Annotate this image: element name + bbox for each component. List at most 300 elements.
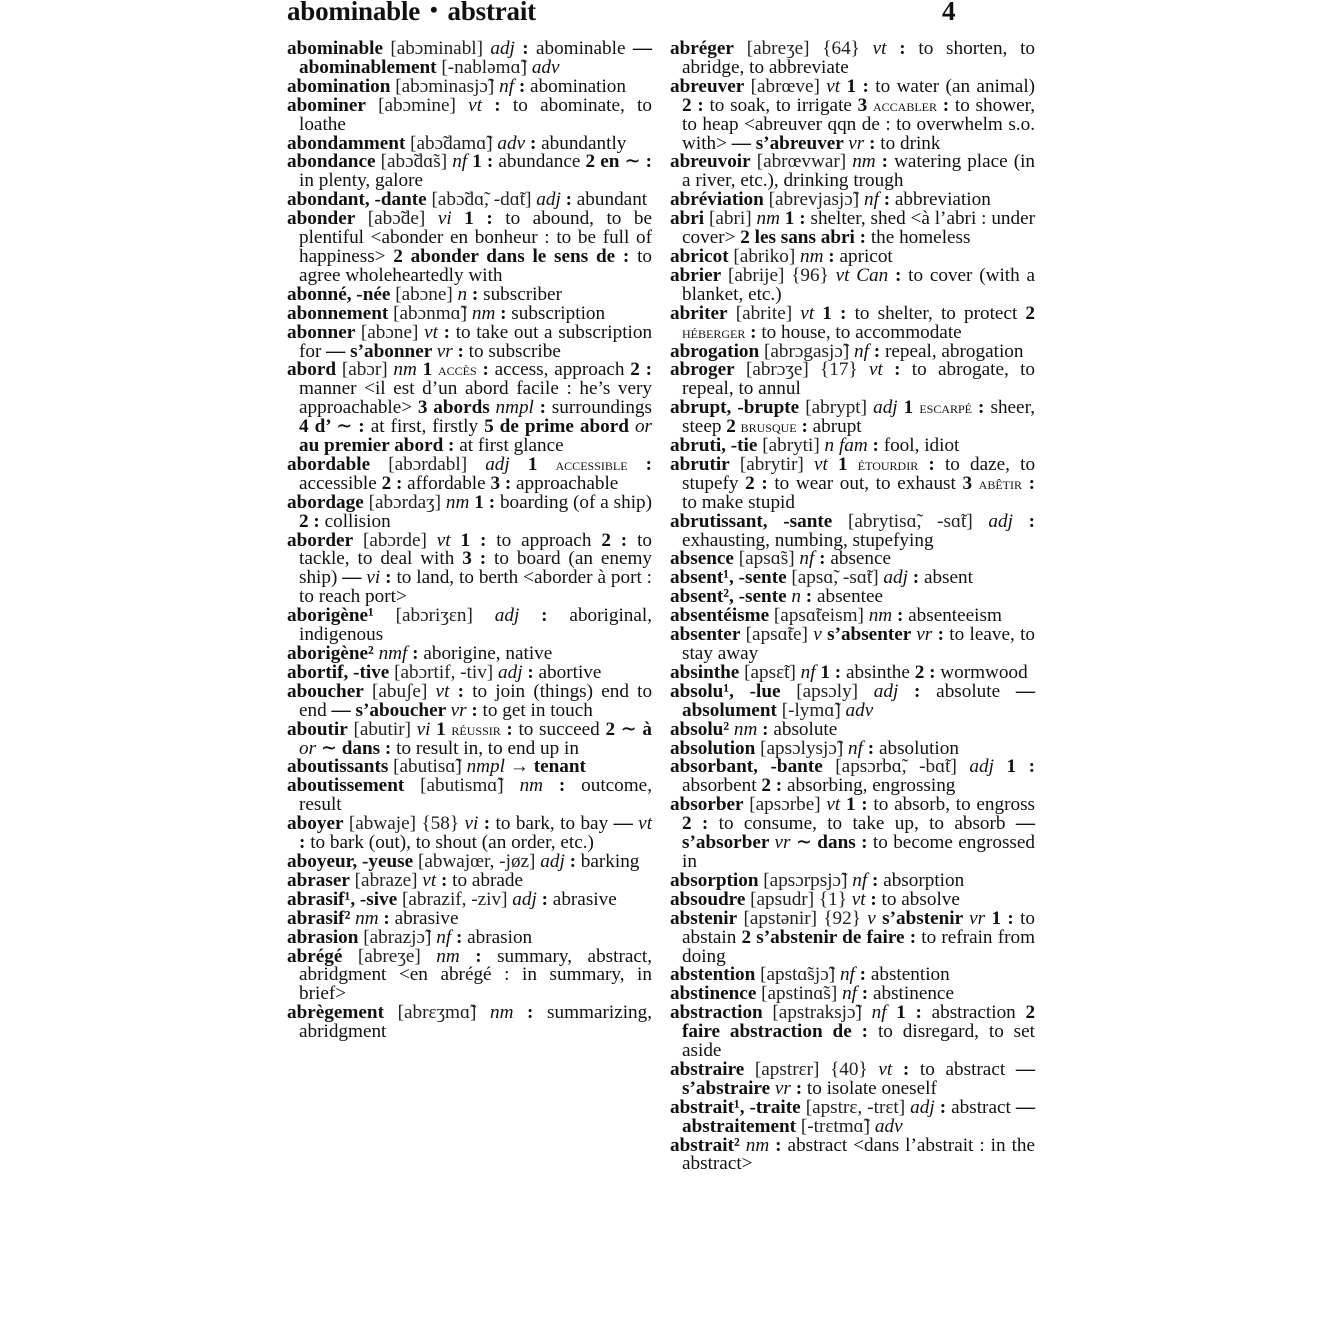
part-of-speech: nf bbox=[852, 869, 868, 891]
definition-text bbox=[744, 1059, 755, 1080]
definition-text: to agree wholeheartedly with bbox=[299, 245, 652, 286]
part-of-speech: nf bbox=[871, 1002, 887, 1024]
part-of-speech: nf bbox=[839, 964, 855, 986]
definition-text: to approach bbox=[496, 529, 602, 551]
label: : bbox=[857, 983, 873, 1005]
column-left bbox=[287, 40, 652, 1042]
dictionary-entry bbox=[287, 529, 653, 608]
definition-text: boarding (of a ship) bbox=[499, 491, 653, 513]
definition-text: absolute bbox=[773, 718, 838, 740]
dictionary-entry bbox=[287, 321, 653, 362]
definition-text bbox=[721, 265, 728, 286]
label: tenant bbox=[533, 756, 586, 778]
headword: abortif, -tive bbox=[287, 661, 390, 683]
definition-text bbox=[370, 454, 388, 475]
dictionary-entry bbox=[670, 75, 1036, 154]
definition-text: to subscribe bbox=[468, 340, 561, 362]
headword: abruti, -tie bbox=[670, 435, 758, 457]
headword: aboutir bbox=[287, 718, 348, 740]
label: 1 : bbox=[814, 302, 855, 324]
label: — abstraitement bbox=[682, 1096, 1036, 1137]
definition-text: abstract <dans l’abstrait : in the abstract> bbox=[682, 1134, 1036, 1175]
part-of-speech: nm bbox=[519, 775, 544, 797]
definition-text: abrasive bbox=[552, 888, 617, 910]
definition-text: absorption bbox=[883, 869, 965, 891]
pronunciation: [abrytir] bbox=[739, 453, 804, 475]
pronunciation: [abɔ̃dɑ̃, -dɑ̃t] bbox=[431, 189, 532, 211]
part-of-speech: vt bbox=[868, 359, 883, 381]
headword: abrègement bbox=[287, 1002, 384, 1024]
pronunciation: [-lymɑ̃] bbox=[781, 699, 841, 721]
part-of-speech: vi bbox=[437, 208, 452, 230]
part-of-speech: nm bbox=[733, 718, 758, 740]
dictionary-entry bbox=[670, 680, 1036, 721]
headword: abstinence bbox=[670, 983, 757, 1005]
label: 3 : bbox=[490, 472, 517, 494]
pronunciation: [-trɛtmɑ̃] bbox=[800, 1115, 871, 1137]
label: : bbox=[972, 397, 991, 419]
label: 5 de prime abord bbox=[484, 416, 635, 438]
label: 3 : bbox=[462, 548, 495, 570]
definition-text bbox=[456, 95, 468, 116]
part-of-speech: n fam bbox=[824, 435, 868, 457]
definition-text: to abrogate, to repeal, to annul bbox=[682, 359, 1036, 400]
definition-text bbox=[858, 359, 869, 380]
label: : bbox=[878, 189, 895, 211]
part-of-speech: adj bbox=[498, 661, 523, 683]
definition-text: fool, idiot bbox=[883, 435, 960, 457]
label: 2 : bbox=[761, 775, 787, 797]
pronunciation: [abriko] bbox=[733, 245, 796, 267]
dictionary-entry bbox=[287, 1004, 652, 1042]
pronunciation: [abɔrdabl] bbox=[388, 453, 468, 475]
dictionary-entry bbox=[287, 361, 652, 456]
dictionary-entry bbox=[670, 453, 1036, 513]
part-of-speech: vt bbox=[826, 75, 841, 97]
definition-text: to board (an enemy ship) bbox=[299, 548, 652, 589]
definition-text: abbreviation bbox=[894, 189, 991, 211]
label: 1 : bbox=[451, 208, 506, 230]
part-of-speech: vr bbox=[969, 907, 986, 929]
definition-text: collision bbox=[324, 510, 391, 532]
label: — s’abreuver bbox=[731, 132, 849, 154]
part-of-speech: vt Can bbox=[835, 264, 889, 286]
label: ∼ dans : bbox=[790, 832, 873, 854]
label: au premier abord : bbox=[299, 435, 460, 457]
definition-text bbox=[355, 208, 368, 229]
headword: absent², -sente bbox=[670, 586, 787, 608]
label: 1 : bbox=[993, 756, 1036, 778]
part-of-speech: adj bbox=[988, 510, 1013, 532]
guide-word-last: abstrait bbox=[447, 0, 536, 26]
label: s’absenter bbox=[821, 624, 917, 646]
part-of-speech: vt bbox=[422, 869, 437, 891]
label: 1 bbox=[416, 359, 438, 381]
label: : bbox=[882, 359, 912, 381]
label: 1 bbox=[897, 397, 920, 419]
definition-text: affordable bbox=[407, 472, 491, 494]
pronunciation: [abreʒe] bbox=[357, 945, 421, 967]
dictionary-entry bbox=[670, 40, 1035, 78]
label: : bbox=[1012, 510, 1036, 532]
label: 3 bbox=[857, 94, 873, 116]
label: : bbox=[564, 850, 581, 872]
definition-text bbox=[730, 454, 740, 475]
label: : bbox=[769, 1134, 788, 1156]
part-of-speech: adv bbox=[874, 1115, 903, 1137]
pronunciation: [abrije] bbox=[727, 264, 785, 286]
label: 2 abonder dans le sens de : bbox=[393, 245, 638, 267]
part-of-speech: nm bbox=[445, 491, 470, 513]
pronunciation: [apstɑ̃sjɔ̃] bbox=[760, 964, 836, 986]
label: : bbox=[854, 964, 871, 986]
dictionary-entry bbox=[670, 210, 1035, 248]
label: : bbox=[867, 869, 884, 891]
pronunciation: [abrɔgasjɔ̃] bbox=[764, 340, 850, 362]
part-of-speech: nm bbox=[868, 605, 893, 627]
definition-text: abrasive bbox=[394, 907, 459, 929]
headword: abrégé bbox=[287, 945, 343, 967]
label: : bbox=[378, 907, 395, 929]
part-of-speech: or bbox=[299, 737, 317, 759]
definition-text bbox=[763, 1002, 773, 1023]
dictionary-entry bbox=[670, 1096, 1036, 1137]
definition-text: to cover (with a blanket, etc.) bbox=[682, 264, 1036, 305]
label: — s’abonner bbox=[326, 340, 437, 362]
headword: abraser bbox=[287, 869, 350, 891]
dictionary-entry bbox=[287, 153, 652, 191]
part-of-speech: adj bbox=[969, 756, 994, 778]
label: : bbox=[495, 302, 512, 324]
part-of-speech: vi bbox=[416, 718, 431, 740]
definition-text: to shower, to heap <abreuver qqn de : to overwhelm s.o. with> bbox=[682, 94, 1036, 154]
label: 2 : bbox=[299, 510, 325, 532]
part-of-speech: adv bbox=[845, 699, 874, 721]
definition-text: to tackle, to deal with bbox=[299, 529, 653, 570]
definition-text: approachable bbox=[516, 472, 619, 494]
part-of-speech: vt bbox=[826, 794, 841, 816]
part-of-speech: nm bbox=[756, 208, 780, 230]
definition-text: to soak, to irrigate bbox=[709, 94, 858, 116]
definition-text: to disregard, to set aside bbox=[682, 1021, 1036, 1062]
headword: aborigène² bbox=[287, 643, 374, 664]
dictionary-entry bbox=[670, 399, 1035, 437]
label: : bbox=[514, 75, 531, 97]
part-of-speech: vt bbox=[424, 321, 438, 343]
pronunciation: [abutisɑ̃] bbox=[393, 756, 462, 778]
synonym-cue: réussir bbox=[451, 719, 501, 739]
label: 1 bbox=[509, 453, 556, 475]
headword: abreuvoir bbox=[670, 151, 751, 173]
label: 1 : bbox=[886, 1002, 932, 1024]
label: 2 : bbox=[745, 472, 775, 494]
part-of-speech: adj bbox=[512, 888, 537, 910]
part-of-speech: adj bbox=[873, 397, 898, 419]
pronunciation: [abrœve] bbox=[750, 75, 820, 97]
label: : bbox=[814, 548, 831, 570]
definition-text: to bark (out), to shout (an order, etc.) bbox=[310, 832, 594, 854]
part-of-speech: or bbox=[634, 416, 652, 438]
definition-text: absorbent bbox=[682, 775, 762, 797]
headword: abonder bbox=[287, 208, 356, 230]
definition-text: to daze, to stupefy bbox=[682, 453, 1036, 494]
definition-text: to isolate oneself bbox=[806, 1077, 937, 1099]
label: : bbox=[299, 832, 311, 854]
definition-text bbox=[860, 38, 873, 59]
definition-text: abundant bbox=[576, 189, 648, 211]
headword: absorber bbox=[670, 794, 744, 816]
dictionary-entry bbox=[287, 777, 652, 815]
dictionary-entry bbox=[287, 94, 652, 135]
definition-text bbox=[809, 359, 820, 380]
label: 2 : bbox=[682, 94, 710, 116]
definition-text bbox=[504, 775, 520, 796]
part-of-speech: vt bbox=[436, 529, 451, 551]
pronunciation: [abɔmine] bbox=[378, 94, 456, 116]
definition-text: to consume, to take up, to absorb bbox=[718, 813, 1016, 835]
definition-text: abundantly bbox=[541, 132, 627, 154]
headword: aborder bbox=[287, 529, 354, 551]
pronunciation: [abrevjasjɔ̃] bbox=[768, 189, 860, 211]
label: : bbox=[875, 151, 895, 173]
pronunciation: {1} bbox=[818, 888, 847, 910]
definition-text: to absolve bbox=[881, 888, 960, 910]
label: 2 : bbox=[914, 661, 941, 683]
part-of-speech: vi bbox=[464, 813, 479, 835]
label: 3 abords bbox=[417, 397, 496, 419]
headword: absorbant, -bante bbox=[670, 756, 823, 778]
definition-text: summarizing, abridgment bbox=[299, 1002, 653, 1043]
definition-text: to make stupid bbox=[682, 491, 795, 513]
definition-text: → bbox=[504, 756, 534, 778]
part-of-speech: vr bbox=[848, 132, 865, 154]
page-number: 4 bbox=[942, 0, 956, 26]
label: : bbox=[543, 775, 582, 797]
headword: abonner bbox=[287, 321, 356, 343]
label: : bbox=[898, 680, 937, 702]
part-of-speech: nf bbox=[854, 340, 869, 362]
label: : bbox=[757, 718, 774, 740]
pronunciation: [abɔrdaʒ] bbox=[368, 491, 442, 513]
label: 2 bbox=[726, 416, 741, 438]
synonym-cue: accès bbox=[438, 360, 477, 380]
part-of-speech: nf bbox=[799, 548, 815, 570]
part-of-speech: vt bbox=[435, 680, 450, 702]
definition-text: to join (things) end to end bbox=[299, 680, 653, 721]
dictionary-entry bbox=[670, 153, 1035, 191]
headword: abrutissant, -sante bbox=[670, 510, 833, 532]
definition-text bbox=[957, 756, 970, 777]
part-of-speech: adj bbox=[873, 680, 899, 702]
label: 3 bbox=[962, 472, 979, 494]
label: ∼ dans : bbox=[316, 737, 397, 759]
definition-text bbox=[858, 681, 874, 702]
definition-text: abstention bbox=[870, 964, 950, 986]
headword: abricot bbox=[670, 245, 729, 267]
part-of-speech: vt bbox=[800, 302, 815, 324]
column-right bbox=[670, 40, 1035, 1174]
pronunciation: [apsɔrbɑ̃, -bɑ̃t] bbox=[835, 756, 957, 778]
label: : bbox=[533, 397, 552, 419]
dictionary-entry bbox=[670, 1134, 1036, 1175]
label: : bbox=[452, 340, 469, 362]
definition-text bbox=[728, 303, 736, 324]
dictionary-entry bbox=[670, 302, 1036, 343]
definition-text: to result in, to end up in bbox=[396, 737, 579, 759]
headword: abstraction bbox=[670, 1002, 763, 1024]
label: 1 : bbox=[985, 907, 1021, 929]
label: : bbox=[522, 661, 539, 683]
headword: abstention bbox=[670, 964, 756, 986]
label: : bbox=[745, 321, 762, 343]
label: : bbox=[907, 567, 924, 589]
headword: aboyeur, -yeuse bbox=[287, 850, 414, 872]
dictionary-entry bbox=[670, 626, 1035, 664]
part-of-speech: nf bbox=[848, 737, 863, 759]
definition-text: to take out a subscription for bbox=[299, 321, 653, 362]
label: 2 ∼ à bbox=[605, 718, 653, 740]
part-of-speech: vr bbox=[916, 624, 933, 646]
definition-text bbox=[819, 1059, 830, 1080]
definition-text: abstinence bbox=[872, 983, 954, 1005]
part-of-speech: adj bbox=[910, 1096, 935, 1118]
definition-text: to abound, to be plentiful <abonder en bonheur : to be full of happiness> bbox=[299, 208, 653, 267]
synonym-cue: accessible bbox=[555, 454, 628, 474]
label: : bbox=[449, 680, 473, 702]
pronunciation: [abɔrde] bbox=[362, 529, 427, 551]
synonym-cue: escarpé bbox=[919, 398, 972, 418]
definition-text: aboriginal, indigenous bbox=[299, 605, 653, 646]
definition-text: to wear out, to exhaust bbox=[774, 472, 963, 494]
headword: abondance bbox=[287, 151, 376, 173]
dictionary-entry bbox=[670, 1058, 1036, 1099]
pronunciation: [abɔne] bbox=[395, 283, 453, 305]
label: 2 faire abstraction de : bbox=[682, 1002, 1036, 1043]
definition-text: absolute bbox=[936, 680, 1016, 702]
part-of-speech: nm bbox=[355, 907, 379, 929]
definition-text bbox=[404, 775, 420, 796]
label: 2 : bbox=[630, 359, 653, 381]
headword: abriter bbox=[670, 302, 728, 324]
definition-text: subscription bbox=[511, 302, 606, 324]
definition-text bbox=[384, 1002, 398, 1023]
definition-text: abrupt bbox=[812, 416, 862, 438]
definition-text bbox=[467, 454, 485, 475]
definition-text: subscriber bbox=[483, 283, 562, 305]
definition-text: to bark, to bay bbox=[495, 813, 614, 835]
definition-text: summary, abstract, abridgment <en abrégé : in summary, in brief> bbox=[299, 945, 653, 1005]
label: 2 en ∼ : bbox=[585, 151, 653, 173]
part-of-speech: vt bbox=[872, 38, 887, 59]
pronunciation: [apstinɑ̃s] bbox=[761, 983, 838, 1005]
label: : bbox=[380, 567, 397, 589]
headword: abondant, -dante bbox=[287, 189, 427, 211]
headword: abstraire bbox=[670, 1058, 745, 1080]
part-of-speech: adv bbox=[497, 132, 526, 154]
part-of-speech: v bbox=[867, 907, 876, 929]
definition-text: wormwood bbox=[940, 661, 1028, 683]
label: : bbox=[932, 624, 950, 646]
label: : bbox=[536, 888, 553, 910]
part-of-speech: vt bbox=[638, 813, 653, 835]
definition-text: barking bbox=[580, 850, 640, 872]
label: : bbox=[934, 1096, 952, 1118]
pronunciation: {17} bbox=[820, 359, 858, 381]
definition-text bbox=[804, 454, 814, 475]
headword: abrasif² bbox=[287, 907, 351, 929]
label: : bbox=[892, 605, 909, 627]
part-of-speech: vi bbox=[366, 567, 381, 589]
label: : bbox=[627, 453, 653, 475]
pronunciation: [apsɛ̃t] bbox=[744, 661, 796, 683]
definition-text: access, approach bbox=[494, 359, 631, 381]
part-of-speech: adj bbox=[485, 453, 510, 475]
pronunciation: [-nabləmɑ̃] bbox=[441, 56, 528, 78]
pronunciation: [apstrɛ, -trɛt] bbox=[805, 1096, 906, 1118]
definition-text: to abominate, to loathe bbox=[299, 94, 652, 135]
pronunciation: {92} bbox=[823, 907, 861, 929]
pronunciation: [apsudr] bbox=[750, 888, 815, 910]
pronunciation: [abryti] bbox=[762, 435, 820, 457]
headword: abri bbox=[670, 208, 705, 230]
definition-text: exhausting, numbing, stupefying bbox=[682, 529, 934, 551]
headword: absolu² bbox=[670, 718, 730, 740]
definition-text: repeal, abrogation bbox=[884, 340, 1024, 362]
pronunciation: [abutismɑ̃] bbox=[420, 775, 504, 797]
headword: abrupt, -brupte bbox=[670, 397, 800, 419]
label: : bbox=[467, 283, 484, 305]
pronunciation: [abri] bbox=[708, 208, 752, 230]
label: : bbox=[476, 359, 495, 381]
definition-text: abstract bbox=[951, 1096, 1016, 1118]
headword: absent¹, -sente bbox=[670, 567, 787, 589]
headword: abrasif¹, -sive bbox=[287, 888, 398, 910]
definition-text: shelter, shed <à l’abri : under cover> bbox=[682, 208, 1036, 249]
dictionary-entry bbox=[287, 453, 653, 494]
definition-text: in plenty, galore bbox=[299, 170, 423, 192]
pronunciation: [abrite] bbox=[735, 302, 793, 324]
headword: abord bbox=[287, 359, 337, 381]
pronunciation: [apsɔly] bbox=[796, 680, 859, 702]
label: 4 d’ ∼ : bbox=[299, 416, 371, 438]
definition-text: the homeless bbox=[870, 227, 971, 249]
dictionary-entry bbox=[287, 491, 653, 532]
headword: abstrait² bbox=[670, 1134, 740, 1156]
dictionary-entry bbox=[287, 945, 653, 1005]
label: : bbox=[437, 321, 456, 343]
label: : bbox=[865, 888, 882, 910]
label: — bbox=[613, 813, 639, 835]
definition-text bbox=[781, 681, 797, 702]
definition-text: to abrade bbox=[452, 869, 523, 891]
part-of-speech: adj bbox=[490, 38, 515, 59]
headword: abréger bbox=[670, 38, 734, 59]
label: 2 les sans abri : bbox=[740, 227, 871, 249]
label: — s’absorber bbox=[682, 813, 1035, 854]
pronunciation: [apstənir] bbox=[743, 907, 818, 929]
label: 2 : bbox=[381, 472, 408, 494]
pronunciation: [abɔr] bbox=[341, 359, 388, 381]
definition-text: to abstain bbox=[682, 907, 1036, 948]
pronunciation: [abɔriʒɛn] bbox=[395, 605, 473, 627]
label: : bbox=[407, 643, 424, 664]
label: 2 : bbox=[682, 813, 719, 835]
part-of-speech: adj bbox=[883, 567, 908, 589]
pronunciation: [apsɑ̃teism] bbox=[773, 605, 864, 627]
pronunciation: [abɔ̃damɑ̃] bbox=[410, 132, 493, 154]
label: — s’abstraire bbox=[682, 1058, 1036, 1099]
definition-text: abstraction bbox=[931, 1002, 1026, 1024]
